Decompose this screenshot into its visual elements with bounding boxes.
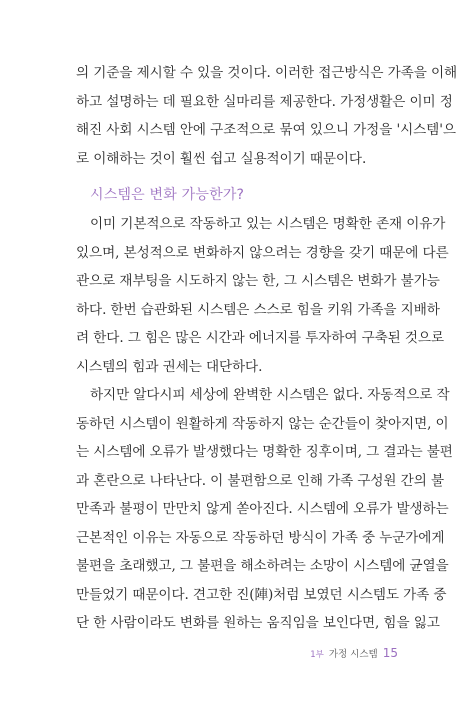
text-line: 만들었기 때문이다. 견고한 진(陣)처럼 보였던 시스템도 가족 중: [76, 586, 447, 603]
text-line: 있으며, 본성적으로 변화하지 않으려는 경향을 갖기 때문에 다른: [76, 244, 449, 261]
text-line: 의 기준을 제시할 수 있을 것이다. 이러한 접근방식은 가족을 이해: [76, 65, 458, 81]
paragraph-2: [76, 381, 453, 638]
text-line: 로 이해하는 것이 훨씬 쉽고 실용적이기 때문이다.: [76, 150, 367, 167]
text-line: 이미 기본적으로 작동하고 있는 시스템은 명확한 존재 이유가: [90, 216, 446, 232]
text-line: 하고 설명하는 데 필요한 실마리를 제공한다. 가정생활은 이미 정: [76, 93, 453, 110]
running-title: 가정 시스템: [328, 649, 378, 660]
text-line: 동하던 시스템이 원활하게 작동하지 않는 순간들이 찾아지면, 이: [76, 415, 449, 432]
text-line: 과 혼란으로 나타난다. 이 불편함으로 인해 가족 구성원 간의 불: [76, 472, 444, 489]
text-line: 단 한 사람이라도 변화를 원하는 움직임을 보인다면, 힘을 잃고: [76, 615, 440, 631]
intro-paragraph: [76, 59, 458, 173]
text-line: 하다. 한번 습관화된 시스템은 스스로 힘을 키워 가족을 지배하: [76, 301, 440, 318]
text-line: 해진 사회 시스템 안에 구조적으로 묶여 있으니 가정을 '시스템'으: [76, 122, 456, 138]
paragraph-1: [76, 210, 449, 381]
text-line: 관으로 재부팅을 시도하지 않는 한, 그 시스템은 변화가 불가능: [76, 273, 440, 289]
text-line: 하지만 알다시피 세상에 완벽한 시스템은 없다. 자동적으로 작: [90, 387, 450, 403]
text-line: 만족과 불평이 만만치 않게 쏟아진다. 시스템에 오류가 발생하는: [76, 501, 449, 517]
page-footer: [310, 646, 398, 660]
text-line: 려 한다. 그 힘은 많은 시간과 에너지를 투자하여 구축된 것으로: [76, 330, 444, 346]
text-line: 는 시스템에 오류가 발생했다는 명확한 징후이며, 그 결과는 불편: [76, 444, 453, 460]
section-heading: 시스템은 변화 가능한가?: [90, 187, 245, 203]
text-line: 시스템의 힘과 권세는 대단하다.: [76, 358, 263, 375]
text-line: 불편을 초래했고, 그 불편을 해소하려는 소망이 시스템에 균열을: [76, 558, 449, 574]
text-line: 근본적인 이유는 자동으로 작동하던 방식이 가족 중 누군가에게: [76, 529, 445, 546]
part-mark: 1부: [310, 650, 324, 660]
page-number: 15: [382, 646, 398, 660]
